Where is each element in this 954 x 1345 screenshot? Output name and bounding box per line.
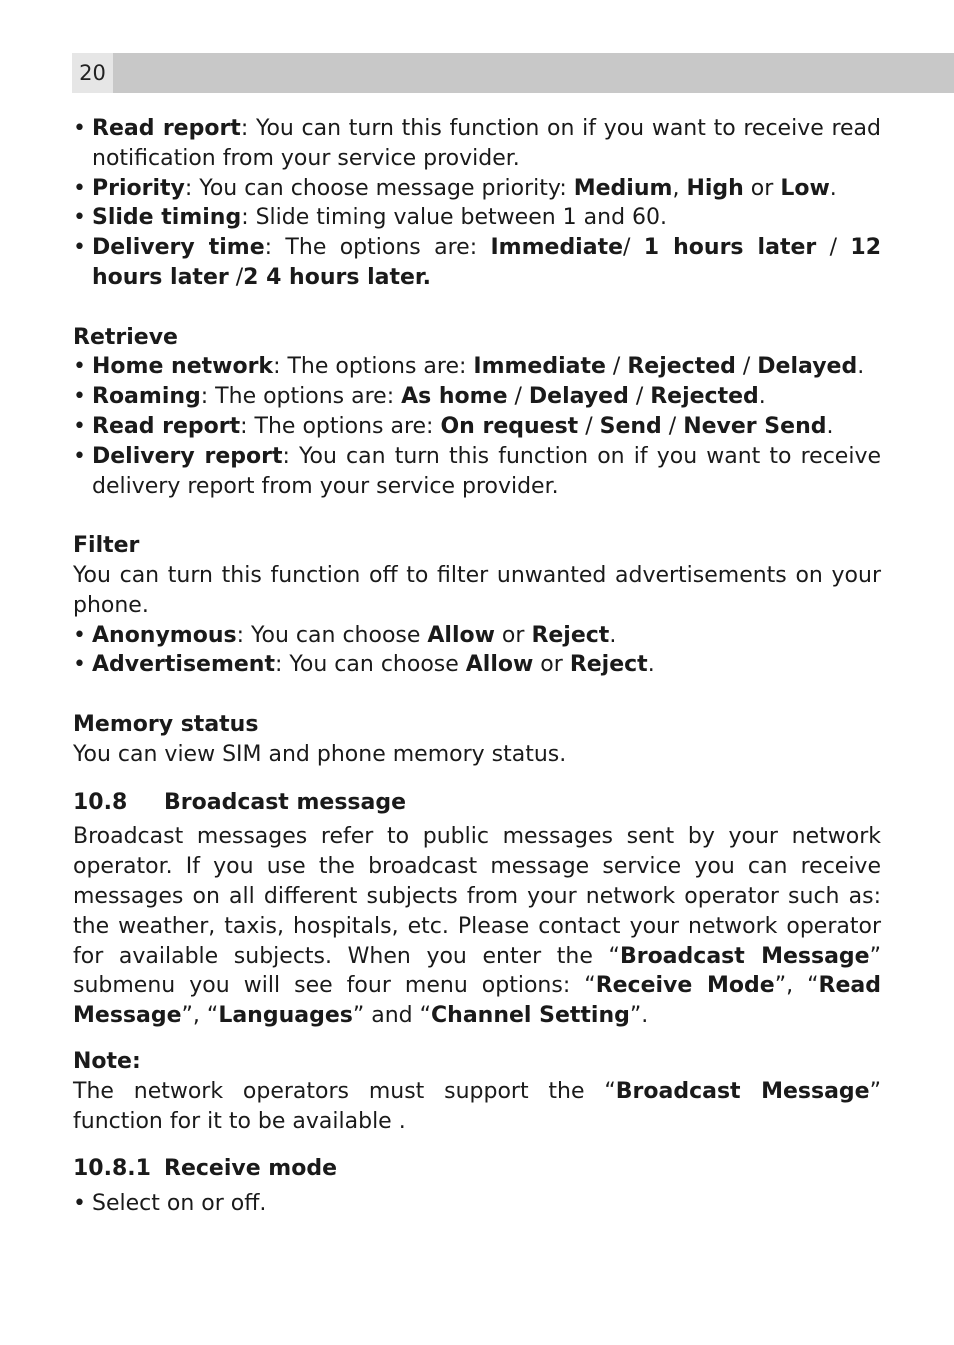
bullet-read-report: • Read report: You can turn this function on if you want to receive read notification from your service provider.	[73, 114, 881, 174]
heading-note: Note:	[73, 1048, 141, 1074]
bullet-priority: • Priority: You can choose message priority: Medium, High or Low.	[73, 174, 881, 204]
page-number: 20	[72, 53, 113, 93]
memory-status-text: You can view SIM and phone memory status.	[73, 741, 567, 767]
heading-retrieve: Retrieve	[73, 324, 178, 350]
bullet-receive-mode: • Select on or off.	[73, 1189, 881, 1219]
section-title: Receive mode	[164, 1156, 337, 1182]
bullet-advertisement: • Advertisement: You can choose Allow or Reject.	[73, 650, 881, 680]
filter-intro: You can turn this function off to filter unwanted advertisements on your phone.	[73, 562, 881, 618]
header-bar	[72, 53, 954, 93]
page-content	[73, 114, 881, 1219]
bullet-retrieve-read-report: • Read report: The options are: On request / Send / Never Send.	[73, 412, 881, 442]
section-number: 10.8	[73, 789, 128, 815]
bullet-slide-timing: • Slide timing: Slide timing value between 1 and 60.	[73, 203, 881, 233]
bullet-roaming: • Roaming: The options are: As home / Delayed / Rejected.	[73, 382, 881, 412]
broadcast-paragraph: Broadcast messages refer to public messages sent by your network operator. If you use the broadcast message service you can receive messages on all different subjects from your network operator such as: the weather, taxis, hospitals, etc. Please contact your network operator for available subjects. When you enter the “Broadcast Message” submenu you will see four menu options: “Receive Mode”, “Read Message”, “Languages” and “Channel Setting”.	[73, 824, 882, 1029]
section-heading-broadcast	[73, 788, 881, 818]
section-number: 10.8.1	[73, 1156, 151, 1182]
section-heading-receive-mode	[73, 1154, 881, 1184]
bullet-home-network: • Home network: The options are: Immediate / Rejected / Delayed.	[73, 352, 881, 382]
heading-memory-status: Memory status	[73, 711, 259, 737]
bullet-anonymous: • Anonymous: You can choose Allow or Reject.	[73, 621, 881, 651]
note-text: The network operators must support the “Broadcast Message” function for it to be available .	[73, 1078, 881, 1134]
heading-filter: Filter	[73, 533, 140, 559]
section-title: Broadcast message	[164, 789, 407, 815]
bullet-delivery-time: • Delivery time: The options are: Immediate/ 1 hours later / 12 hours later /2 4 hours later.	[73, 233, 881, 293]
bullet-delivery-report: • Delivery report: You can turn this function on if you want to receive delivery report from your service provider.	[73, 442, 881, 502]
